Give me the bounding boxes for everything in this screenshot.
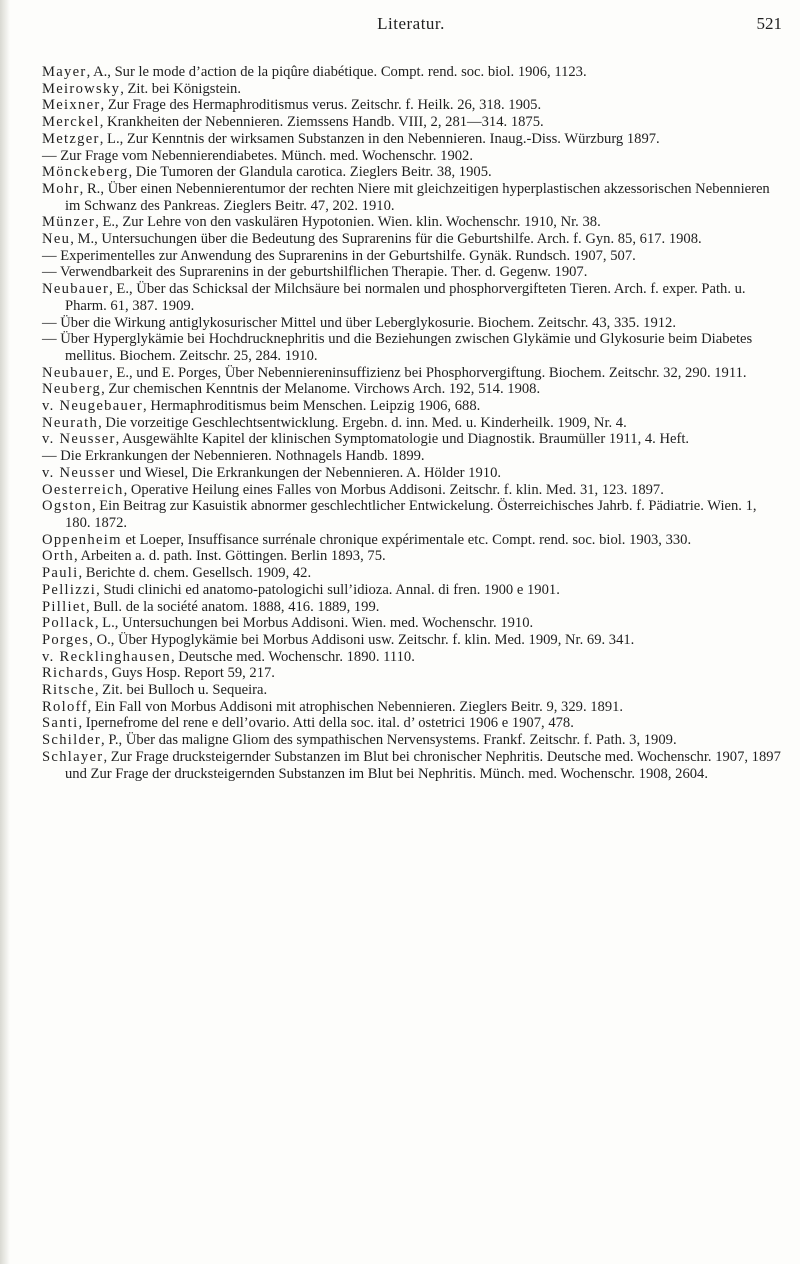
reference-text: , R., Über einen Nebennierentumor der rechten Niere mit gleichzeitigen hyperplastischen akzessorischen Nebennieren im Schwanz des Pankreas. Zieglers Beitr. 47, 202. 1910. [65,180,770,214]
reference-entry [42,732,784,749]
reference-author: Schilder [42,732,102,749]
reference-entry [42,214,784,231]
reference-entry [42,365,784,382]
reference-entry [42,248,784,265]
reference-text: , Bull. de la société anatom. 1888, 416. 1889, 199. [85,598,380,615]
reference-text: , Zur Frage drucksteigernder Substanzen im Blut bei chronischer Nephritis. Deutsche med. Wochenschr. 1907, 1897 und Zur Frage der drucksteigernden Substanzen im Blut bei Nephritis. Münch. med. Wochenschr. 1908, 2604. [65,748,781,782]
reference-author: Neubauer [42,364,110,381]
reference-text: , Guys Hosp. Report 59, 217. [104,665,275,682]
reference-entry [42,131,784,148]
reference-author: v. Neusser [42,431,116,448]
reference-entry [42,97,784,114]
reference-entry [42,231,784,248]
reference-entry [42,582,784,599]
reference-entry [42,164,784,181]
reference-author: Meixner [42,97,101,114]
reference-author: Richards [42,665,105,682]
reference-entry [42,715,784,732]
reference-text: , A., Sur le mode d’action de la piqûre diabétique. Compt. rend. soc. biol. 1906, 1123. [86,64,587,80]
reference-text: — Über Hyperglykämie bei Hochdrucknephritis und die Beziehungen zwischen Glykämie und Glykosurie beim Diabetes mellitus. Biochem. Zeitschr. 25, 284. 1910. [42,331,753,364]
reference-author: Neurath [42,414,99,431]
reference-text: — Verwendbarkeit des Suprarenins in der geburtshilflichen Therapie. Ther. d. Gegenw. 1907. [42,264,588,281]
reference-text: , P., Über das maligne Gliom des sympathischen Nervensystems. Frankf. Zeitschr. f. Path. 3, 1909. [101,732,677,749]
reference-entry [42,448,784,465]
page-number: 521 [756,14,782,33]
reference-text: , Ein Beitrag zur Kasuistik abnormer geschlechtlicher Entwickelung. Österreichisches Jahrb. f. Pädiatrie. Wien. 1, 180. 1872. [65,498,757,531]
reference-text: , Berichte d. chem. Gesellsch. 1909, 42. [78,565,312,582]
reference-entry [42,315,784,332]
reference-author: Neu [42,231,71,248]
reference-entry [42,381,784,398]
reference-text: , Ein Fall von Morbus Addisoni mit atrophischen Nebennieren. Zieglers Beitr. 9, 329. 1891. [87,698,624,715]
reference-text: , Zur chemischen Kenntnis der Melanome. Virchows Arch. 192, 514. 1908. [101,381,541,398]
reference-text: , Zit. bei Bulloch u. Sequeira. [94,682,268,699]
reference-entry [42,665,784,682]
reference-author: Merckel [42,114,100,131]
reference-entry [42,749,784,782]
reference-entry [42,699,784,716]
reference-text: , E., Über das Schicksal der Milchsäure bei normalen und phosphorvergifteten Tieren. Arch. f. exper. Path. u. Pharm. 61, 387. 1909. [65,281,746,314]
reference-text: — Zur Frage vom Nebennierendiabetes. Münch. med. Wochenschr. 1902. [42,147,473,164]
reference-entry [42,415,784,432]
reference-author: Metzger [42,130,100,147]
reference-entry [42,498,784,531]
reference-author: Ritsche [42,682,95,699]
reference-text: , Arbeiten a. d. path. Inst. Göttingen. Berlin 1893, 75. [73,548,386,565]
reference-text: , Studi clinichi ed anatomo-patologichi sull’idioza. Annal. di fren. 1900 e 1901. [96,581,560,598]
reference-author: v. Recklinghausen [42,648,171,665]
reference-text: — Die Erkrankungen der Nebennieren. Nothnagels Handb. 1899. [42,448,425,465]
reference-text: , Die vorzeitige Geschlechtsentwicklung. Ergebn. d. inn. Med. u. Kinderheilk. 1909, Nr. 4. [98,414,627,431]
reference-author: Mohr [42,180,80,197]
reference-author: Pollack [42,615,95,632]
reference-entry [42,81,784,98]
reference-text: , Deutsche med. Wochenschr. 1890. 1110. [170,648,415,665]
reference-entry [42,398,784,415]
reference-author: Roloff [42,698,88,715]
reference-author: Santi [42,715,79,732]
reference-text: , O., Über Hypoglykämie bei Morbus Addisoni usw. Zeitschr. f. klin. Med. 1909, Nr. 69. 341. [89,631,635,648]
reference-entry [42,281,784,314]
reference-entry [42,64,784,81]
reference-text: , E., und E. Porges, Über Nebenniereninsuffizienz bei Phosphorvergiftung. Biochem. Zeitschr. 32, 290. 1911. [109,364,747,381]
reference-text: , Ausgewählte Kapitel der klinischen Symptomatologie und Diagnostik. Braumüller 1911, 4. Heft. [115,431,690,448]
reference-entry [42,649,784,666]
reference-author: Pilliet [42,598,86,615]
reference-author: Neubauer [42,281,110,298]
reference-author: v. Neugebauer [42,398,144,415]
reference-entry [42,264,784,281]
reference-text: et Loeper, Insuffisance surrénale chronique expérimentale etc. Compt. rend. soc. biol. 1903, 330. [121,531,692,548]
reference-text: — Über die Wirkung antiglykosurischer Mittel und über Leberglykosurie. Biochem. Zeitschr. 43, 335. 1912. [42,314,676,331]
reference-text: , Hermaphroditismus beim Menschen. Leipzig 1906, 688. [143,398,481,415]
reference-text: , E., Zur Lehre von den vaskulären Hypotonien. Wien. klin. Wochenschr. 1910, Nr. 38. [95,214,601,231]
reference-entry [42,331,784,364]
reference-entry [42,615,784,632]
reference-author: Oppenheim [42,531,122,548]
reference-entry [42,548,784,565]
reference-list [42,64,784,782]
reference-text: , Ipernefrome del rene e dell’ovario. Atti della soc. ital. d’ ostetrici 1906 e 1907, 478. [78,715,574,732]
reference-entry [42,465,784,482]
reference-entry [42,682,784,699]
reference-entry [42,565,784,582]
reference-text: , Die Tumoren der Glandula carotica. Zieglers Beitr. 38, 1905. [128,164,492,181]
reference-text: , L., Zur Kenntnis der wirksamen Substanzen in den Nebennieren. Inaug.-Diss. Würzburg 1897. [99,130,660,147]
reference-text: , Operative Heilung eines Falles von Morbus Addisoni. Zeitschr. f. klin. Med. 31, 123. 1897. [123,481,664,498]
reference-text: und Wiesel, Die Erkrankungen der Nebennieren. A. Hölder 1910. [115,464,502,481]
reference-author: Oesterreich [42,481,124,498]
reference-author: Pauli [42,565,79,582]
reference-author: Neuberg [42,381,102,398]
reference-text: , M., Untersuchungen über die Bedeutung des Suprarenins für die Geburtshilfe. Arch. f. Gyn. 85, 617. 1908. [70,231,702,248]
reference-author: v. Neusser [42,464,116,481]
reference-text: , L., Untersuchungen bei Morbus Addisoni. Wien. med. Wochenschr. 1910. [94,615,534,632]
reference-author: Münzer [42,214,96,231]
reference-author: Meirowsky [42,80,121,97]
reference-author: Mayer [42,64,87,80]
reference-entry [42,482,784,499]
reference-entry [42,599,784,616]
reference-text: — Experimentelles zur Anwendung des Suprarenins in der Geburtshilfe. Gynäk. Rundsch. 1907, 507. [42,247,636,264]
reference-author: Mönckeberg [42,164,129,181]
reference-text: , Krankheiten der Nebennieren. Ziemssens Handb. VIII, 2, 281—314. 1875. [99,114,544,131]
reference-entry [42,148,784,165]
reference-author: Orth [42,548,74,565]
reference-text: , Zit. bei Königstein. [120,80,241,97]
reference-text: , Zur Frage des Hermaphroditismus verus. Zeitschr. f. Heilk. 26, 318. 1905. [100,97,542,114]
reference-entry [42,114,784,131]
reference-author: Porges [42,631,90,648]
reference-author: Schlayer [42,748,104,765]
page-header [40,14,782,44]
reference-author: Ogston [42,498,92,515]
reference-entry [42,431,784,448]
reference-entry [42,181,784,214]
running-title: Literatur. [377,14,445,33]
reference-author: Pellizzi [42,581,97,598]
reference-entry [42,632,784,649]
reference-entry [42,532,784,549]
spine-shadow [0,0,10,1264]
